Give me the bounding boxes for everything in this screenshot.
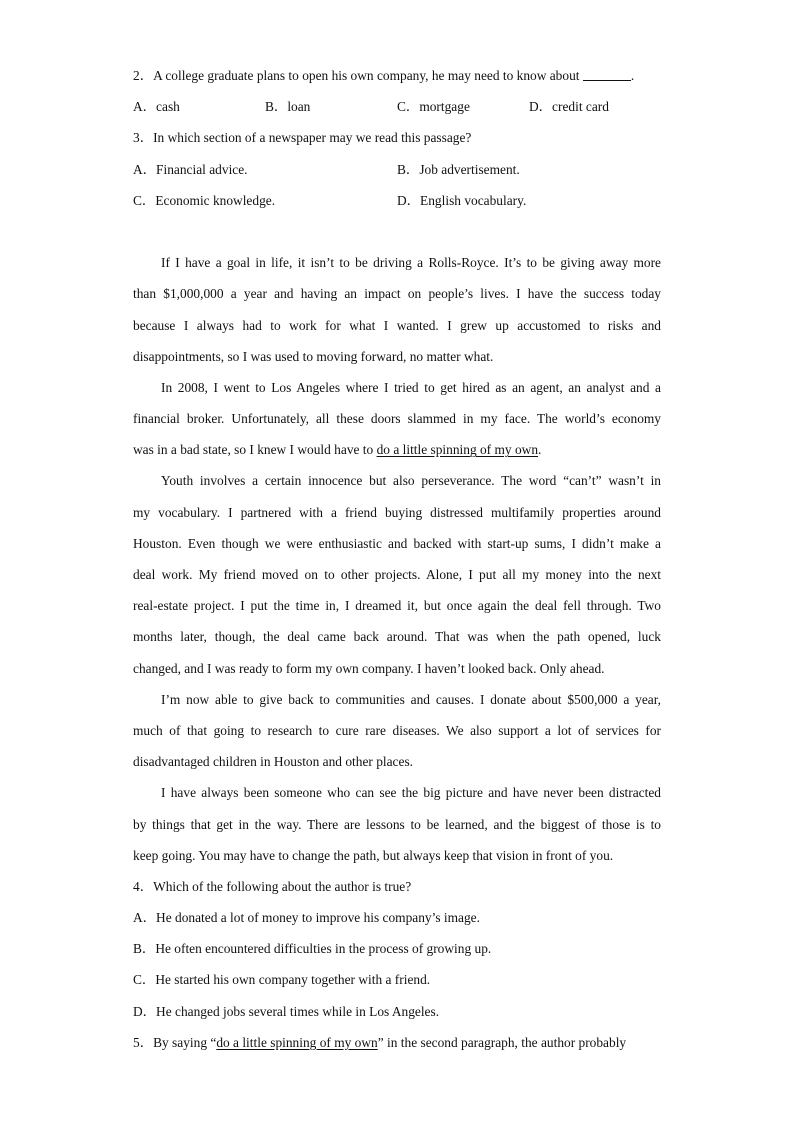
passage-paragraph-2: In 2008, I went to Los Angeles where I tried to get hired as an agent, an analyst and a financial broker. Unfortunately, all these doors slammed in my face. The world’s economy was in a bad state, so I knew I would have to do a little spinning of my own. (133, 379, 661, 458)
passage-paragraph-4: I’m now able to give back to communities and causes. I donate about $500,000 a year, much of that going to research to cure rare diseases. We also support a lot of services for disadvantaged children in Houston and other places. (133, 691, 661, 770)
question-2-stem: 2．A college graduate plans to open his own company, he may need to know about . (133, 68, 635, 83)
underlined-phrase: do a little spinning of my own (216, 1034, 378, 1050)
option-c: C．Economic knowledge. (133, 192, 276, 208)
passage-paragraph-1: If I have a goal in life, it isn’t to be driving a Rolls-Royce. It’s to be giving away more than $1,000,000 a year and having an impact on people’s lives. I have the success today because I always had to work for what I wanted. I grew up accustomed to risks and disappointments, so I was used to moving forward, no matter what. (133, 255, 661, 364)
question-4-stem: 4．Which of the following about the author is true? (133, 878, 412, 894)
option-c: C．He started his own company together with a friend. (133, 972, 431, 988)
underlined-phrase: do a little spinning of my own (376, 442, 539, 458)
question-3-options-row-1 (133, 154, 661, 185)
option-b: B．loan (265, 99, 311, 115)
question-2-options (133, 91, 661, 122)
option-a: A．cash (133, 99, 180, 115)
option-d: D．English vocabulary. (397, 192, 527, 208)
option-b: B．He often encountered difficulties in the process of growing up. (133, 941, 492, 957)
option-b: B．Job advertisement. (397, 161, 520, 177)
spacer (133, 216, 661, 247)
question-3-stem: 3．In which section of a newspaper may we read this passage? (133, 130, 472, 146)
question-3-options-row-2 (133, 185, 661, 216)
option-a: A．He donated a lot of money to improve his company’s image. (133, 910, 480, 926)
option-d: D．He changed jobs several times while in Los Angeles. (133, 1003, 440, 1019)
option-a: A．Financial advice. (133, 161, 248, 177)
answer-blank (583, 67, 631, 81)
document-page (133, 60, 661, 1058)
question-5-stem: 5．By saying “do a little spinning of my own” in the second paragraph, the author probably (133, 1034, 627, 1050)
passage-paragraph-3: Youth involves a certain innocence but also perseverance. The word “can’t” wasn’t in my vocabulary. I partnered with a friend buying distressed multifamily properties around Houston. Even though we were enthusiastic and backed with start-up sums, I didn’t make a deal work. My friend moved on to other projects. Alone, I put all my money into the next real-estate project. I put the time in, I dreamed it, but once again the deal fell through. Two months later, though, the deal came back around. That was when the path opened, luck changed, and I was ready to form my own company. I haven’t looked back. Only ahead. (133, 473, 661, 676)
option-d: D．credit card (529, 99, 609, 115)
passage-paragraph-5: I have always been someone who can see the big picture and have never been distracted by things that get in the way. There are lessons to be learned, and the biggest of those is to keep going. You may have to change the path, but always keep that vision in front of you. (133, 785, 661, 863)
option-c: C．mortgage (397, 99, 470, 115)
